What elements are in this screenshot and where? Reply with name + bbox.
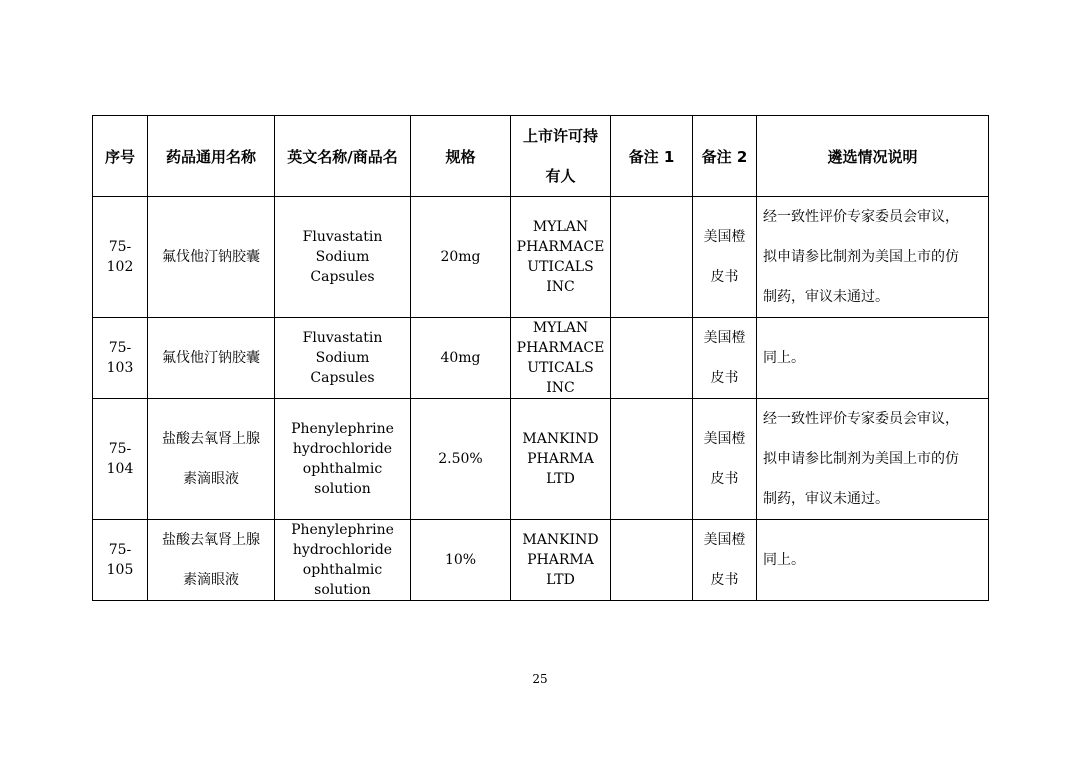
- header-holder-line2: 有人: [545, 167, 576, 185]
- cell-english-name-line: solution: [314, 481, 371, 497]
- cell-explanation-line: 同上。: [763, 350, 805, 366]
- header-generic-name: 药品通用名称: [148, 116, 275, 197]
- cell-explanation: [757, 399, 989, 520]
- cell-note1: [611, 399, 693, 520]
- cell-holder-line: PHARMACE: [516, 239, 605, 255]
- cell-note2-line: 皮书: [710, 572, 739, 588]
- cell-holder: [511, 399, 611, 520]
- cell-holder-line: PHARMA: [527, 451, 594, 467]
- header-note1: 备注 1: [611, 116, 693, 197]
- cell-english-name-line: ophthalmic: [302, 562, 383, 578]
- cell-generic-name-line: 盐酸去氧肾上腺: [162, 431, 260, 447]
- table-row: [93, 399, 989, 520]
- cell-spec: 10%: [411, 520, 511, 601]
- cell-generic-name: [148, 197, 275, 318]
- table-header-row: [93, 116, 989, 197]
- cell-holder-line: PHARMACE: [516, 340, 605, 356]
- cell-generic-name-line: 氟伐他汀钠胶囊: [162, 350, 260, 366]
- cell-english-name-line: Fluvastatin Sodium: [302, 229, 383, 265]
- cell-holder: [511, 520, 611, 601]
- cell-holder-line: MANKIND: [522, 532, 599, 548]
- cell-spec: 2.50%: [411, 399, 511, 520]
- cell-explanation: [757, 197, 989, 318]
- cell-holder-line: MANKIND: [522, 431, 599, 447]
- cell-seq: 75-102: [93, 197, 148, 318]
- cell-holder: [511, 318, 611, 399]
- cell-seq: 75-105: [93, 520, 148, 601]
- cell-seq: 75-104: [93, 399, 148, 520]
- table-row: [93, 520, 989, 601]
- cell-explanation-line: 制药，审议未通过。: [763, 491, 889, 507]
- cell-english-name-line: Phenylephrine: [291, 421, 394, 437]
- cell-explanation-line: 拟申请参比制剂为美国上市的仿: [763, 249, 959, 265]
- cell-holder-line: LTD: [546, 572, 575, 588]
- cell-english-name-line: Capsules: [310, 370, 375, 386]
- page-number: 25: [532, 672, 548, 686]
- cell-explanation: [757, 318, 989, 399]
- cell-english-name-line: Fluvastatin Sodium: [302, 330, 383, 366]
- cell-note1: [611, 318, 693, 399]
- cell-note2-line: 皮书: [710, 269, 739, 285]
- cell-holder-line: INC: [546, 279, 575, 295]
- cell-explanation-line: 拟申请参比制剂为美国上市的仿: [763, 451, 959, 467]
- cell-holder-line: UTICALS: [527, 360, 594, 376]
- cell-note2-line: 美国橙: [703, 229, 746, 245]
- cell-note1: [611, 520, 693, 601]
- header-english-name: 英文名称/商品名: [275, 116, 411, 197]
- cell-holder: [511, 197, 611, 318]
- cell-holder-line: UTICALS: [527, 259, 594, 275]
- cell-generic-name-line: 素滴眼液: [183, 572, 239, 588]
- cell-spec: 40mg: [411, 318, 511, 399]
- cell-note2-line: 皮书: [710, 471, 739, 487]
- cell-seq: 75-103: [93, 318, 148, 399]
- cell-generic-name: [148, 399, 275, 520]
- cell-note2: [693, 318, 757, 399]
- cell-english-name-line: Capsules: [310, 269, 375, 285]
- table-row: [93, 197, 989, 318]
- cell-english-name-line: hydrochloride: [292, 542, 393, 558]
- cell-holder-line: INC: [546, 380, 575, 396]
- header-holder: [511, 116, 611, 197]
- cell-holder-line: MYLAN: [532, 219, 589, 235]
- cell-explanation-line: 制药，审议未通过。: [763, 289, 889, 305]
- cell-english-name: [275, 399, 411, 520]
- cell-english-name-line: hydrochloride: [292, 441, 393, 457]
- cell-explanation: [757, 520, 989, 601]
- header-holder-line1: 上市许可持: [522, 127, 598, 145]
- cell-note1: [611, 197, 693, 318]
- drug-table: [92, 115, 989, 601]
- cell-english-name-line: Phenylephrine: [291, 522, 394, 538]
- cell-generic-name-line: 盐酸去氧肾上腺: [162, 532, 260, 548]
- header-explanation: 遴选情况说明: [757, 116, 989, 197]
- cell-generic-name: [148, 520, 275, 601]
- cell-holder-line: PHARMA: [527, 552, 594, 568]
- cell-holder-line: LTD: [546, 471, 575, 487]
- cell-explanation-line: 同上。: [763, 552, 805, 568]
- cell-holder-line: MYLAN: [532, 320, 589, 336]
- cell-english-name-line: ophthalmic: [302, 461, 383, 477]
- cell-english-name: [275, 520, 411, 601]
- cell-english-name-line: solution: [314, 582, 371, 598]
- cell-explanation-line: 经一致性评价专家委员会审议，: [763, 209, 959, 225]
- cell-spec: 20mg: [411, 197, 511, 318]
- header-note2: 备注 2: [693, 116, 757, 197]
- cell-english-name: [275, 197, 411, 318]
- cell-note2: [693, 520, 757, 601]
- cell-note2-line: 美国橙: [703, 330, 746, 346]
- cell-note2-line: 皮书: [710, 370, 739, 386]
- cell-note2: [693, 197, 757, 318]
- cell-english-name: [275, 318, 411, 399]
- cell-generic-name-line: 素滴眼液: [183, 471, 239, 487]
- cell-explanation-line: 经一致性评价专家委员会审议，: [763, 411, 959, 427]
- cell-generic-name: [148, 318, 275, 399]
- cell-note2: [693, 399, 757, 520]
- cell-generic-name-line: 氟伐他汀钠胶囊: [162, 249, 260, 265]
- header-spec: 规格: [411, 116, 511, 197]
- table-row: [93, 318, 989, 399]
- cell-note2-line: 美国橙: [703, 431, 746, 447]
- cell-note2-line: 美国橙: [703, 532, 746, 548]
- header-seq: 序号: [93, 116, 148, 197]
